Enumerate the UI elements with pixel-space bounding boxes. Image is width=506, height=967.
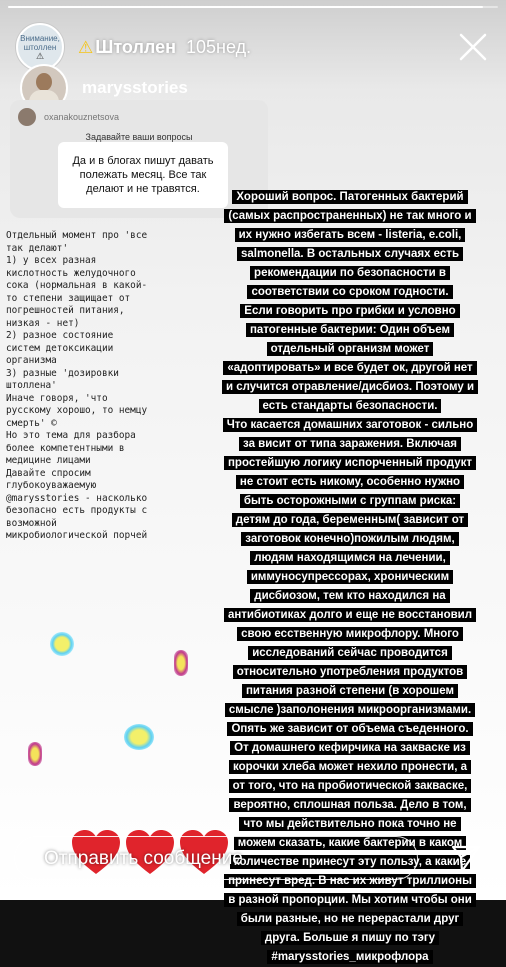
answer-line — [194, 509, 506, 528]
answer-line — [194, 623, 506, 642]
answer-line — [194, 756, 506, 775]
answer-line-text: «адоптировать» и все будет ок, другой нет — [223, 361, 476, 375]
answer-line — [194, 281, 506, 300]
send-icon[interactable] — [450, 844, 482, 874]
story-age: 105нед. — [185, 36, 252, 57]
answer-line — [194, 300, 506, 319]
answer-line-text: питания разной степени (в хорошем — [242, 684, 458, 698]
close-icon[interactable] — [458, 32, 488, 62]
answer-line — [194, 338, 506, 357]
answer-line — [194, 908, 506, 927]
bacteria-sticker — [50, 632, 74, 656]
answer-line — [194, 642, 506, 661]
answer-line — [194, 262, 506, 281]
warning-icon: ⚠ — [78, 37, 94, 57]
avatar-warning-icon: ⚠ — [35, 50, 45, 61]
answer-line-text: дисбиозом, тем кто находился на — [250, 589, 449, 603]
bacteria-sticker — [124, 724, 154, 750]
story-progress-bar — [8, 6, 498, 8]
bacteria-sticker — [174, 650, 188, 676]
answer-line — [194, 528, 506, 547]
answer-line — [194, 319, 506, 338]
answer-line — [194, 205, 506, 224]
answer-line-text: смысле )заполонения микроорганизмами. — [225, 703, 475, 717]
bacteria-sticker — [28, 742, 42, 766]
answer-line — [194, 585, 506, 604]
answer-line-text: можем сказать, какие бактерии в каком — [234, 836, 467, 850]
account-info[interactable] — [78, 37, 251, 58]
answer-line — [194, 547, 506, 566]
answer-line — [194, 433, 506, 452]
question-text: Да и в блогах пишут давать полежать месяц. Все так делают и не травятся. — [58, 142, 228, 208]
answer-line-text: соответствии со сроком годности. — [247, 285, 452, 299]
answer-line-text: рекомендации по безопасности в — [250, 266, 450, 280]
answer-line-text: антибиотиках долго и еще не восстановил — [224, 608, 476, 622]
answer-line-text: их нужно избегать всем - listeria, e.coli, — [235, 228, 466, 242]
answer-line-text: простейшую логику испорченный продукт — [224, 456, 476, 470]
answer-line — [194, 414, 506, 433]
answer-line — [194, 889, 506, 908]
story-progress-fill — [8, 6, 483, 8]
answer-line-text: Если говорить про грибки и условно — [240, 304, 459, 318]
answer-line-text: принесут вред. В нас их живут триллионы — [224, 874, 476, 888]
answer-line-text: Опять же зависит от объема съеденного. — [227, 722, 472, 736]
answer-line — [194, 604, 506, 623]
answer-line-text: Что касается домашних заготовок - сильно — [223, 418, 478, 432]
answer-line-text: отдельный организм может — [267, 342, 434, 356]
answer-line — [194, 452, 506, 471]
answer-line-text: в разной пропорции. Мы хотим чтобы они — [224, 893, 476, 907]
answer-line-text: и случится отравление/дисбиоз. Поэтому и — [222, 380, 478, 394]
answer-line-text: иммуносупрессорах, хроническим — [247, 570, 453, 584]
answer-line — [194, 357, 506, 376]
answer-line-text: От домашнего кефирчика на закваске из — [230, 741, 470, 755]
typewriter-text: Отдельный момент про 'все так делают' 1) у всех разная кислотность желудочного сока (нормальная в какой- то степени защищает от погрешностей питания, низкая - нет) 2) разное состояние систем детоксикации организма 3) разные 'дозировки штоллена' Иначе говоря, 'что русскому хорошо, то немцу смерть' © Но это тема для разбора более компетентными в медицине лицами Давайте спросим глубокоуважаемую @marysstories - насколько безопасно есть продукты с возможной микробиологической порчей — [6, 230, 148, 541]
answer-line — [194, 927, 506, 946]
answer-line — [194, 395, 506, 414]
account-username[interactable]: Штоллен — [95, 36, 176, 57]
answer-line — [194, 490, 506, 509]
answer-line-text: были разные, но не перерастали друг — [237, 912, 464, 926]
answer-line-text: от того, что на пробиотической закваске, — [229, 779, 472, 793]
answer-line-text: детям до года, беременным( зависит от — [232, 513, 468, 527]
answer-line — [194, 775, 506, 794]
answer-line — [194, 566, 506, 585]
answer-line — [194, 699, 506, 718]
answer-line-text: (самых распространенных) не так много и — [224, 209, 475, 223]
answer-line-text: есть стандарты безопасности. — [259, 399, 442, 413]
answer-line-text: Хороший вопрос. Патогенных бактерий — [232, 190, 467, 204]
answer-line-text: #marysstories_микрофлора — [267, 950, 432, 964]
answer-line — [194, 186, 506, 205]
answer-line-text: вероятно, сплошная польза. Дело в том, — [229, 798, 470, 812]
answer-line-text: что мы действительно пока точно не — [239, 817, 460, 831]
answer-line-text: не стоит есть никому, особенно нужно — [236, 475, 464, 489]
asker-handle: oxanakouznetsova — [44, 112, 120, 122]
answer-line-text: патогенные бактерии: Один объем — [246, 323, 454, 337]
reposted-username[interactable]: marysstories — [82, 78, 188, 97]
answer-line-text: исследований сейчас проводится — [248, 646, 452, 660]
answer-line — [194, 718, 506, 737]
answer-line — [194, 946, 506, 965]
answer-line — [194, 376, 506, 395]
question-prompt: Задавайте ваши вопросы — [85, 132, 193, 142]
answer-line — [194, 471, 506, 490]
answer-line — [194, 813, 506, 832]
answer-line-text: людям находящимся на лечении, — [250, 551, 450, 565]
answer-line — [194, 243, 506, 262]
answer-line-text: salmonella. В остальных случаях есть — [237, 247, 463, 261]
answer-line-text: относительно употребления продуктов — [233, 665, 468, 679]
answer-line-text: корочки хлеба может нехило пронести, а — [229, 760, 471, 774]
answer-line — [194, 224, 506, 243]
answer-line-text: количестве принесут эту пользу, а какие — [230, 855, 470, 869]
answer-line-text: быть осторожными с группам риска: — [240, 494, 460, 508]
avatar-label: Внимание, штоллен — [20, 33, 60, 52]
answer-line — [194, 680, 506, 699]
answer-line-text: свою есственную микрофлору. Много — [237, 627, 463, 641]
answer-line-text: друга. Больше я пишу по тэгу — [261, 931, 439, 945]
answer-line-text: заготовок конечно)пожилым людям, — [241, 532, 458, 546]
answer-line — [194, 737, 506, 756]
answer-line-text: за висит от типа заражения. Включая — [239, 437, 461, 451]
reply-placeholder[interactable]: Отправить сообщение — [44, 848, 243, 869]
answer-line — [194, 794, 506, 813]
answer-line — [194, 661, 506, 680]
asker-avatar — [18, 108, 36, 126]
